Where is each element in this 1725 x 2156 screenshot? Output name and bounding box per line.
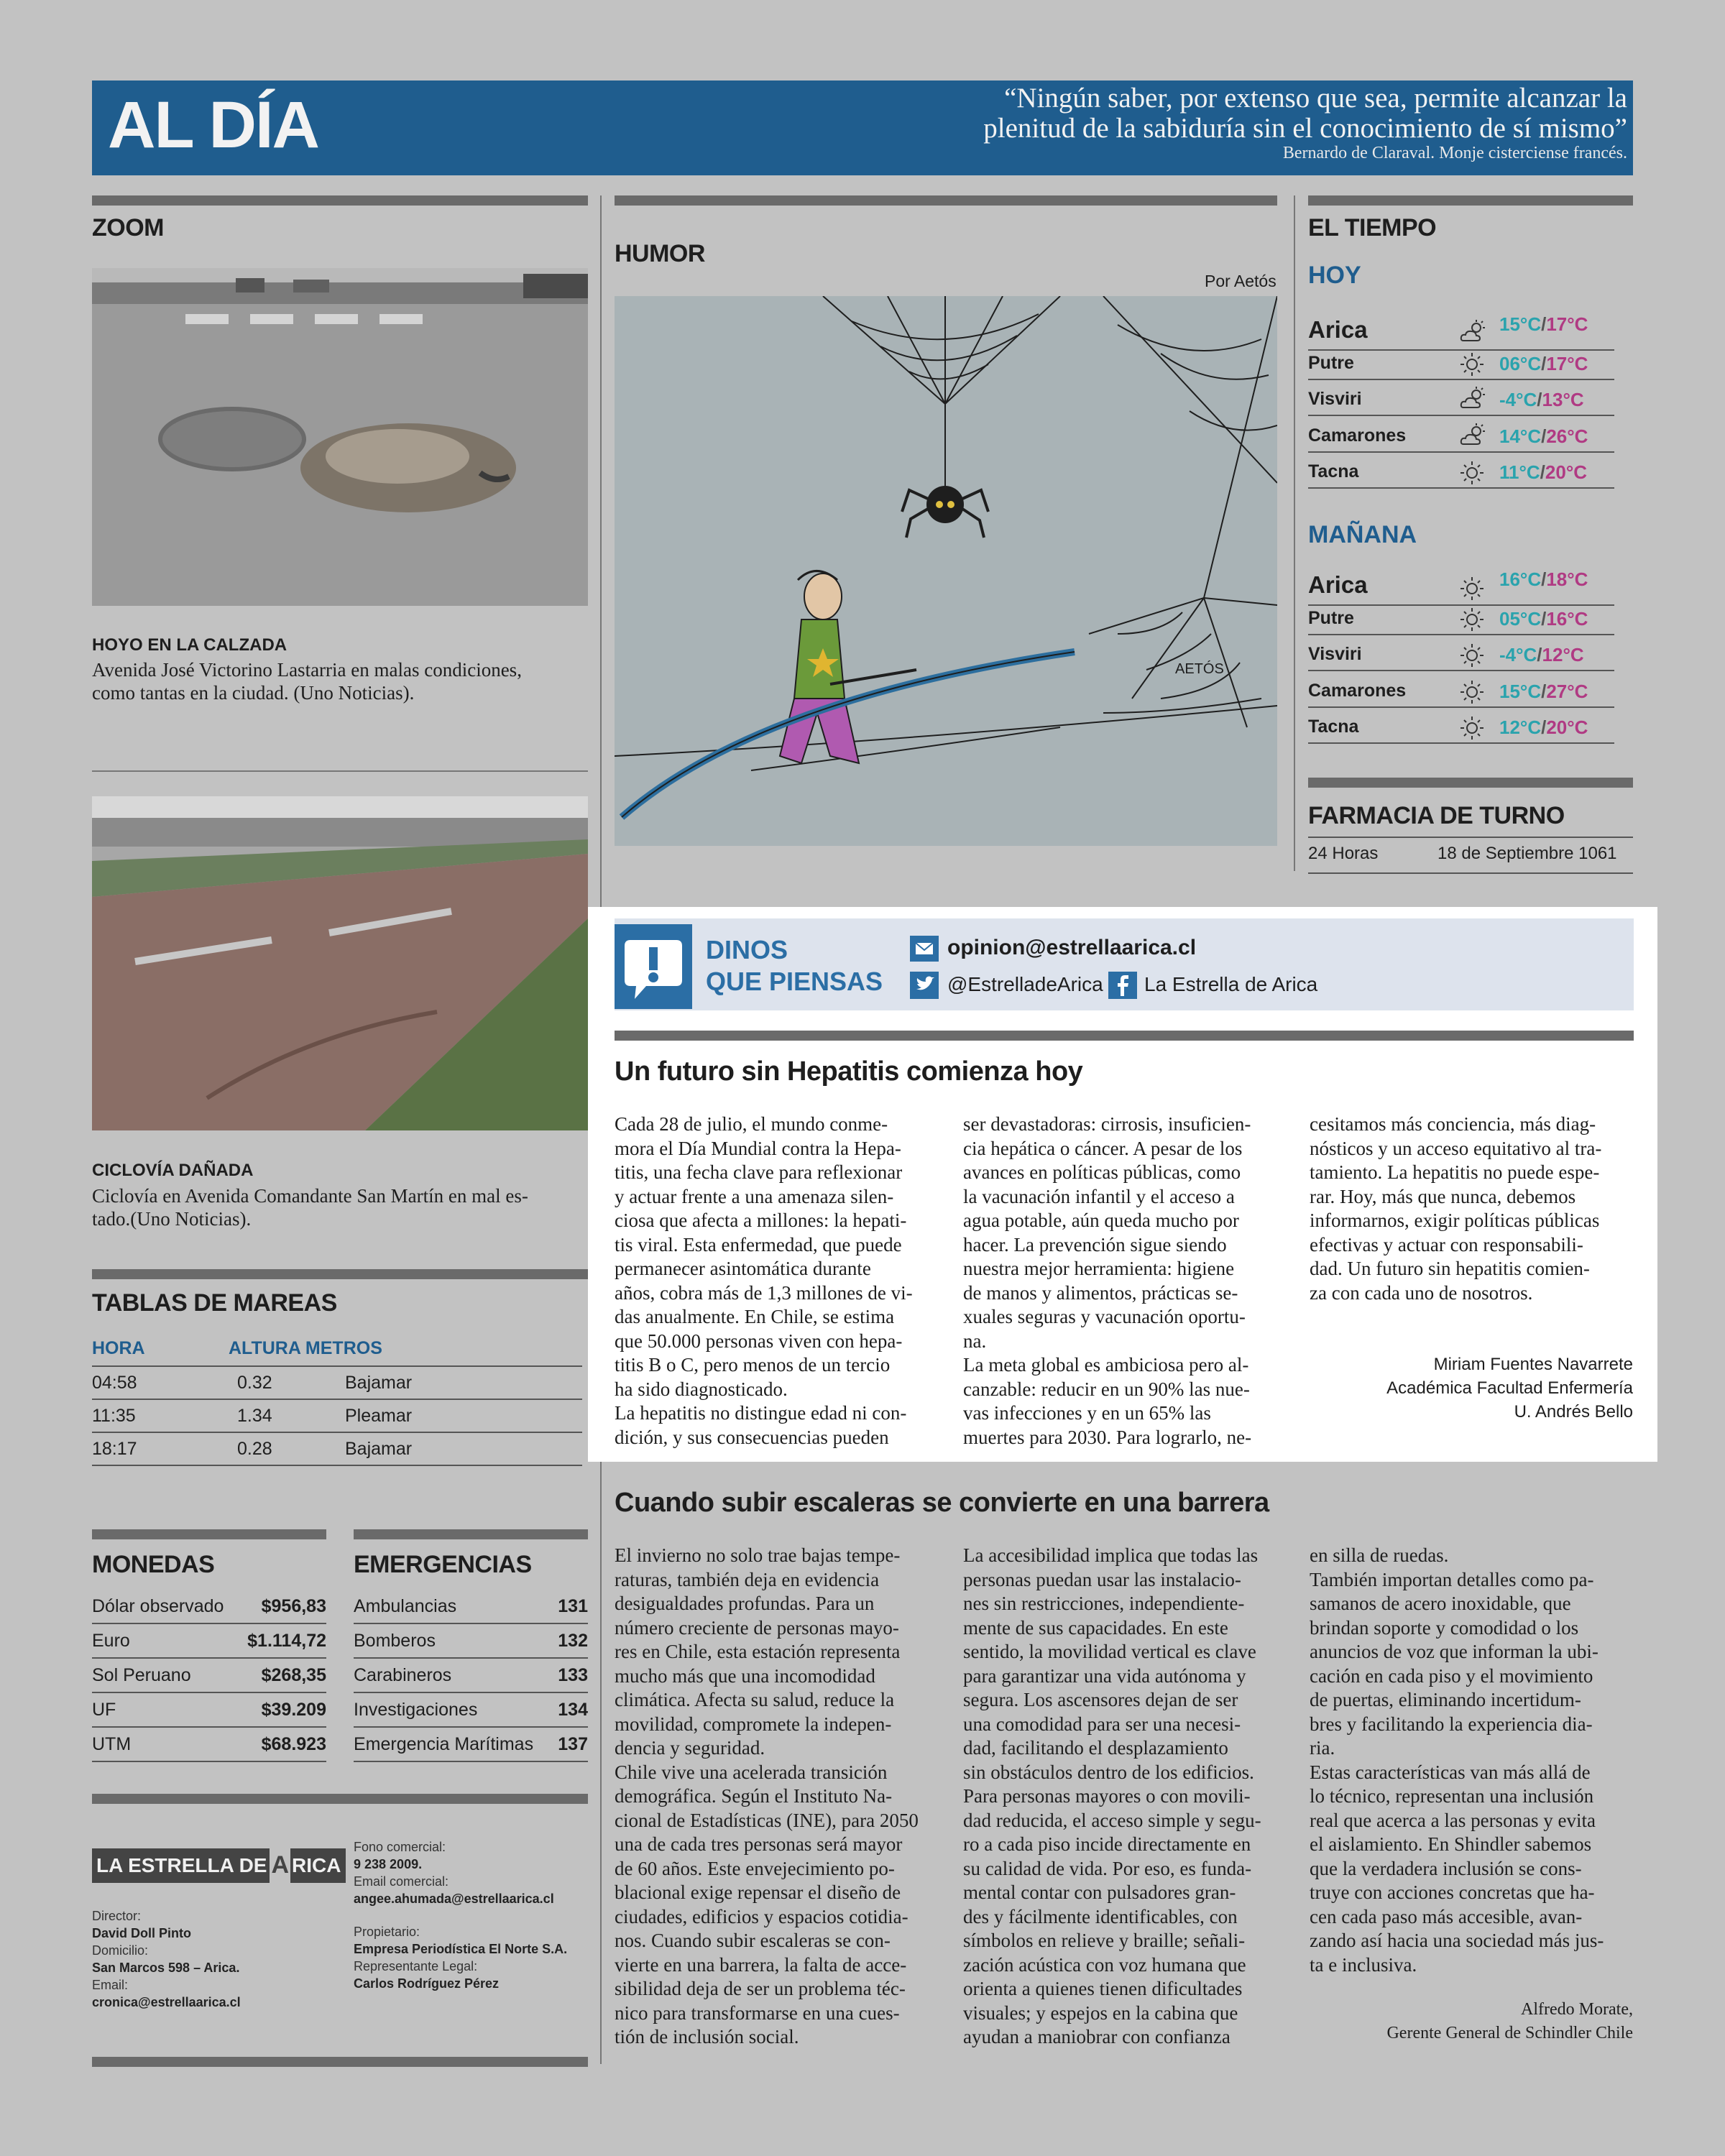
caption-line: tado.(Uno Noticias).	[92, 1208, 252, 1230]
temp-separator: /	[1541, 352, 1547, 374]
tide-type: Bajamar	[345, 1372, 413, 1393]
opinion-email-link[interactable]: opinion@estrellaarica.cl	[947, 936, 1197, 959]
temp-max: 13°C	[1542, 389, 1584, 410]
article-line: cional de Estadísticas (INE), para 2050	[615, 1809, 919, 1831]
article-line: climática. Afecta su salud, reduce la	[615, 1689, 895, 1710]
article-line: que la verdadera inclusión se cons-	[1310, 1857, 1582, 1879]
phone-number: 137	[558, 1733, 588, 1754]
sun-icon	[1458, 349, 1486, 377]
article-column	[615, 1112, 945, 1450]
article-line: za con cada uno de nosotros.	[1310, 1281, 1533, 1304]
article-line: cia hepática o cáncer. A pesar de los	[963, 1137, 1243, 1159]
temp-min: 11°C	[1499, 461, 1540, 483]
cartoon-credit: Por Aetós	[1205, 272, 1276, 290]
temp-min: 12°C	[1499, 717, 1542, 738]
banner-line: DINOS	[706, 935, 788, 964]
table-row	[92, 1624, 326, 1659]
section-bar	[1308, 778, 1633, 788]
weather-temperature	[1499, 717, 1588, 739]
section-bar	[615, 1031, 1634, 1041]
weather-row	[1308, 344, 1614, 380]
cartoon-signature: AETÓS	[1175, 661, 1224, 677]
article-line: tamiento. La hepatitis no puede espe-	[1310, 1161, 1600, 1183]
article-signature	[1386, 1998, 1633, 2045]
article-line: La accesibilidad implica que todas las	[963, 1544, 1259, 1566]
facebook-icon	[1108, 972, 1137, 999]
temp-min: 15°C	[1499, 680, 1542, 702]
section-bar	[1308, 195, 1633, 206]
weather-temperature	[1499, 425, 1588, 448]
article-line: Para personas mayores o con movili-	[963, 1785, 1251, 1807]
photo-caption	[92, 658, 595, 704]
sun-icon	[1458, 604, 1486, 632]
article-title: Cuando subir escaleras se convierte en una barrera	[615, 1488, 1269, 1518]
currency-value: $956,83	[261, 1595, 326, 1616]
article-line: dad reducida, el acceso simple y segu-	[963, 1809, 1261, 1831]
article-line: bres y facilitando la experiencia dia-	[1310, 1713, 1593, 1735]
sun-icon	[1458, 457, 1486, 486]
weather-row	[1308, 417, 1614, 453]
tide-type: Bajamar	[345, 1438, 413, 1459]
weather-city: Camarones	[1308, 425, 1407, 446]
author-role: U. Andrés Bello	[1514, 1402, 1633, 1422]
temp-separator: /	[1541, 313, 1547, 335]
weather-temperature	[1499, 389, 1584, 411]
article-line: efectivas y actuar con responsabili-	[1310, 1233, 1583, 1256]
temp-min: -4°C	[1499, 644, 1537, 665]
currency-title: MONEDAS	[92, 1551, 215, 1578]
article-line: visuales; y espejos en la cabina que	[963, 2001, 1238, 2024]
logo-letter: A	[270, 1848, 290, 1883]
article-line: zación acústica con voz humana que	[963, 1953, 1246, 1976]
label: Email comercial:	[354, 1874, 449, 1889]
article-line: una comodidad para ser una necesi-	[963, 1713, 1241, 1735]
article-line: También importan detalles como pa-	[1310, 1568, 1594, 1590]
pharmacy-hours: 24 Horas	[1308, 844, 1379, 863]
article-line: real que acerca a las personas y evita	[1310, 1809, 1596, 1831]
phone-number: 131	[558, 1595, 588, 1616]
author-name: Miriam Fuentes Navarrete	[1433, 1355, 1633, 1374]
article-line: número creciente de personas mayo-	[615, 1616, 899, 1639]
currency-name: Sol Peruano	[92, 1664, 191, 1685]
sun-icon	[1458, 676, 1486, 705]
phone-number: 134	[558, 1699, 588, 1720]
article-line: vierte en una barrera, la falta de acce-	[615, 1953, 907, 1976]
divider	[92, 770, 588, 772]
director-name: David Doll Pinto	[92, 1926, 192, 1940]
author-name: Alfredo Morate,	[1521, 2000, 1633, 2019]
article-line: permanecer asintomática durante	[615, 1258, 871, 1279]
article-line: titis B o C, pero menos de un tercio	[615, 1354, 891, 1376]
tide-hour: 11:35	[92, 1405, 136, 1426]
temp-min: -4°C	[1499, 389, 1537, 410]
article-line: lo técnico, representan una inclusión	[1310, 1785, 1594, 1807]
column-header: HORA	[92, 1338, 145, 1358]
currency-table	[92, 1590, 326, 1762]
temp-min: 16°C	[1499, 568, 1542, 590]
label: Domicilio:	[92, 1943, 149, 1958]
article-line: canzable: reducir en un 90% las nue-	[963, 1378, 1250, 1400]
temp-separator: /	[1537, 389, 1542, 410]
temp-separator: /	[1541, 680, 1547, 702]
temp-separator: /	[1541, 717, 1547, 738]
weather-title: EL TIEMPO	[1308, 214, 1437, 241]
temp-separator: /	[1541, 425, 1547, 447]
tide-hour: 18:17	[92, 1438, 137, 1459]
article-line: de puertas, eliminando incertidum-	[1310, 1689, 1581, 1710]
article-line: truye con acciones concretas que ha-	[1310, 1881, 1595, 1903]
humor-cartoon	[615, 296, 1277, 846]
facebook-page-link[interactable]: La Estrella de Arica	[1144, 973, 1318, 995]
table-row	[354, 1624, 588, 1659]
article-line: res en Chile, esta estación representa	[615, 1641, 901, 1662]
article-line: personas puedan usar las instalacio-	[963, 1568, 1241, 1590]
article-line: cación en cada piso y el movimiento	[1310, 1664, 1593, 1687]
article-line: orienta a quienes tienen dificultades	[963, 1978, 1243, 1999]
section-bar	[354, 1529, 588, 1539]
article-line: tis viral. Esta enfermedad, que puede	[615, 1233, 902, 1256]
article-line: El invierno no solo trae bajas tempe-	[615, 1544, 901, 1566]
article-line: en silla de ruedas.	[1310, 1544, 1449, 1566]
sun-icon	[1458, 712, 1486, 741]
weather-city: Arica	[1308, 571, 1368, 598]
article-line: avances en políticas públicas, como	[963, 1161, 1241, 1183]
article-title: Un futuro sin Hepatitis comienza hoy	[615, 1056, 1083, 1087]
banner-line: QUE PIENSAS	[706, 967, 883, 996]
quote-line: plenitud de la sabiduría sin el conocimiento de sí mismo”	[983, 113, 1627, 144]
emergency-title: EMERGENCIAS	[354, 1551, 532, 1578]
article-line: blacional exige repensar el diseño de	[615, 1881, 901, 1903]
today-label: HOY	[1308, 262, 1361, 289]
sun-icon	[1458, 573, 1486, 602]
label: Director:	[92, 1909, 142, 1923]
tide-height: 0.28	[237, 1438, 272, 1459]
weather-temperature	[1499, 353, 1588, 375]
article-line: das anualmente. En Chile, se estima	[615, 1306, 895, 1327]
article-line: símbolos en relieve y braille; señali-	[963, 1930, 1246, 1951]
article-line: desigualdades profundas. Para un	[615, 1593, 875, 1614]
legal-rep: Carlos Rodríguez Pérez	[354, 1976, 500, 1991]
twitter-handle-link[interactable]: @EstrelladeArica	[947, 973, 1103, 995]
article-line: mucho más que una incomodidad	[615, 1664, 875, 1687]
service-name: Emergencia Marítimas	[354, 1733, 534, 1754]
caption-line: Ciclovía en Avenida Comandante San Martín en mal es-	[92, 1185, 528, 1207]
section-bar	[615, 195, 1277, 206]
label: Representante Legal:	[354, 1959, 478, 1973]
article-line: una de cada tres personas será mayor	[615, 1833, 903, 1855]
table-row	[354, 1728, 588, 1762]
column-divider	[1294, 195, 1295, 871]
article-line: su calidad de vida. Por eso, es funda-	[963, 1857, 1252, 1879]
currency-value: $268,35	[261, 1664, 326, 1685]
exclamation-icon	[615, 924, 692, 1009]
email-link[interactable]: cronica@estrellaarica.cl	[92, 1995, 241, 2009]
temp-max: 20°C	[1546, 717, 1588, 738]
temp-max: 20°C	[1545, 461, 1587, 483]
article-line: ro a cada piso incide directamente en	[963, 1833, 1251, 1855]
weather-temperature	[1499, 644, 1584, 666]
currency-name: Euro	[92, 1630, 130, 1651]
article-line: ciudades, edificios y espacios cotidia-	[615, 1905, 908, 1927]
article-line: dencia y seguridad.	[615, 1737, 765, 1759]
logo-text: RICA	[290, 1848, 345, 1883]
article-line: ha sido diagnosticado.	[615, 1378, 788, 1400]
article-line: ayudan a maniobrar con confianza	[963, 2026, 1230, 2047]
table-row	[354, 1590, 588, 1624]
article-line: anuncios de voz que informan la ubi-	[1310, 1641, 1598, 1662]
label: Email:	[92, 1978, 129, 1992]
humor-title: HUMOR	[615, 240, 705, 267]
partly-cloudy-icon	[1458, 421, 1486, 450]
article-line: muertes para 2030. Para lograrlo, ne-	[963, 1426, 1252, 1448]
temp-max: 26°C	[1546, 425, 1588, 447]
weather-city: Camarones	[1308, 680, 1407, 701]
author-role: Académica Facultad Enfermería	[1386, 1378, 1633, 1398]
address: San Marcos 598 – Arica.	[92, 1961, 240, 1975]
temp-max: 16°C	[1546, 607, 1588, 630]
section-bar	[92, 1794, 588, 1804]
pharmacy-address: 18 de Septiembre 1061	[1438, 844, 1617, 863]
pothole-photo	[92, 268, 588, 606]
weather-row	[1308, 380, 1614, 416]
temp-min: 06°C	[1499, 352, 1542, 374]
article-line: segura. Los ascensores dejan de ser	[963, 1689, 1238, 1710]
logo-text: LA ESTRELLA DE	[92, 1848, 270, 1883]
temp-separator: /	[1540, 461, 1545, 483]
temp-max: 27°C	[1546, 680, 1588, 702]
table-row	[92, 1433, 582, 1466]
twitter-icon	[910, 972, 939, 999]
sun-icon	[1458, 640, 1486, 668]
article-line: des y fácilmente identificables, con	[963, 1905, 1238, 1927]
tide-height: 1.34	[237, 1405, 272, 1426]
weather-row	[1308, 635, 1614, 671]
article-line: nes sin restricciones, independiente-	[963, 1593, 1245, 1614]
partly-cloudy-icon	[1458, 384, 1486, 413]
phone-number: 133	[558, 1664, 588, 1685]
email-icon	[910, 936, 939, 962]
tides-title: TABLAS DE MAREAS	[92, 1289, 337, 1317]
service-name: Investigaciones	[354, 1699, 478, 1720]
article-column	[1310, 1112, 1640, 1305]
table-row	[92, 1693, 326, 1728]
tide-height: 0.32	[237, 1372, 272, 1393]
article-line: titis, una fecha clave para reflexionar	[615, 1161, 903, 1183]
temp-max: 17°C	[1546, 313, 1588, 335]
article-line: samanos de acero inoxidable, que	[1310, 1593, 1571, 1614]
article-line: Chile vive una acelerada transición	[615, 1761, 888, 1783]
table-row	[92, 1367, 582, 1400]
currency-name: UF	[92, 1699, 116, 1720]
article-column	[1310, 1544, 1640, 1977]
article-line: vas infecciones y en un 65% las	[963, 1402, 1211, 1424]
weather-row	[1308, 672, 1614, 708]
article-line: cen cada paso más accesible, avan-	[1310, 1905, 1583, 1927]
weather-temperature	[1499, 681, 1588, 703]
newspaper-logo	[92, 1848, 346, 1883]
article-line: agua potable, aún queda mucho por	[963, 1210, 1239, 1231]
currency-value: $39.209	[261, 1699, 326, 1720]
label: Propietario:	[354, 1925, 420, 1939]
weather-temperature	[1499, 568, 1588, 591]
article-line: años, cobra más de 1,3 millones de vi-	[615, 1281, 913, 1304]
caption-line: como tantas en la ciudad. (Uno Noticias).	[92, 682, 415, 704]
weather-temperature	[1499, 313, 1588, 336]
currency-value: $1.114,72	[247, 1630, 326, 1651]
article-column	[615, 1544, 945, 2050]
masthead-staff	[92, 1907, 241, 2011]
opinion-banner-title	[706, 934, 883, 998]
article-column	[963, 1544, 1294, 2050]
article-line: de 60 años. Este envejecimiento po-	[615, 1857, 895, 1879]
caption-line: Avenida José Victorino Lastarria en malas condiciones,	[92, 659, 522, 681]
weather-row	[1308, 708, 1614, 744]
article-line: tión de inclusión social.	[615, 2026, 799, 2047]
weather-city: Tacna	[1308, 717, 1359, 737]
article-line: nos. Cuando subir escaleras se con-	[615, 1930, 891, 1951]
quote-line: “Ningún saber, por extenso que sea, permite alcanzar la	[1004, 83, 1627, 114]
article-line: dad. Un futuro sin hepatitis comien-	[1310, 1258, 1590, 1279]
emergency-table	[354, 1590, 588, 1762]
service-name: Carabineros	[354, 1664, 452, 1685]
article-line: para garantizar una vida autónoma y	[963, 1664, 1246, 1687]
table-row	[92, 1728, 326, 1762]
quote-author: Bernardo de Claraval. Monje cisterciense francés.	[1282, 144, 1627, 162]
currency-name: UTM	[92, 1733, 132, 1754]
weather-city: Visviri	[1308, 644, 1362, 664]
section-bar	[92, 1269, 588, 1279]
article-line: que 50.000 personas viven con hepa-	[615, 1330, 903, 1352]
article-line: sibilidad deja de ser un problema téc-	[615, 1978, 906, 1999]
article-line: la vacunación infantil y el acceso a	[963, 1185, 1235, 1207]
table-row	[354, 1693, 588, 1728]
article-column	[963, 1112, 1294, 1450]
weather-city: Tacna	[1308, 461, 1359, 482]
masthead-contacts	[354, 1838, 567, 1992]
article-line: de manos y alimentos, prácticas se-	[963, 1281, 1238, 1304]
phone-number: 9 238 2009.	[354, 1857, 423, 1871]
article-line: movilidad, compromete la indepen-	[615, 1713, 892, 1735]
article-line: el aislamiento. En Shindler sabemos	[1310, 1833, 1592, 1855]
currency-value: $68.923	[261, 1733, 326, 1754]
temp-max: 17°C	[1546, 352, 1588, 374]
article-line: nuestra mejor herramienta: higiene	[963, 1258, 1235, 1279]
article-line: informarnos, exigir políticas públicas	[1310, 1210, 1600, 1231]
weather-temperature	[1499, 461, 1587, 484]
table-row	[92, 1590, 326, 1624]
weather-city: Arica	[1308, 316, 1368, 343]
section-title: AL DÍA	[108, 88, 318, 162]
bike-lane-photo	[92, 796, 588, 1130]
temp-min: 14°C	[1499, 425, 1542, 447]
article-line: rar. Hoy, más que nunca, debemos	[1310, 1185, 1576, 1207]
weather-city: Visviri	[1308, 389, 1362, 409]
service-name: Bomberos	[354, 1630, 436, 1651]
article-line: La meta global es ambiciosa pero al-	[963, 1354, 1249, 1376]
author-role: Gerente General de Schindler Chile	[1386, 2024, 1633, 2042]
article-line: mental contar con pulsadores gran-	[963, 1881, 1236, 1903]
article-line: dad, facilitando el desplazamiento	[963, 1737, 1228, 1759]
header-quote	[765, 83, 1627, 144]
article-line: cesitamos más conciencia, más diag-	[1310, 1113, 1596, 1135]
article-line: mente de sus capacidades. En este	[963, 1616, 1228, 1639]
weather-row	[1308, 453, 1614, 489]
article-line: raturas, también deja en evidencia	[615, 1568, 880, 1590]
weather-temperature	[1499, 608, 1588, 630]
partly-cloudy-icon	[1458, 318, 1486, 346]
article-line: sentido, la movilidad vertical es clave	[963, 1641, 1256, 1662]
tide-type: Pleamar	[345, 1405, 413, 1426]
table-row	[92, 1400, 582, 1433]
section-bar	[92, 1529, 326, 1539]
temp-separator: /	[1541, 568, 1547, 590]
article-line: ta e inclusiva.	[1310, 1953, 1417, 1976]
photo-caption	[92, 1184, 595, 1230]
zoom-title: ZOOM	[92, 214, 164, 241]
article-line: y actuar frente a una amenaza silen-	[615, 1185, 894, 1207]
owner-name: Empresa Periodística El Norte S.A.	[354, 1942, 568, 1956]
temp-separator: /	[1541, 607, 1547, 630]
pharmacy-title: FARMACIA DE TURNO	[1308, 802, 1565, 829]
article-line: Cada 28 de julio, el mundo conme-	[615, 1113, 888, 1135]
section-bar	[92, 195, 588, 206]
article-line: ciosa que afecta a millones: la hepati-	[615, 1210, 907, 1231]
temp-separator: /	[1537, 644, 1542, 665]
article-line: mora el Día Mundial contra la Hepa-	[615, 1137, 901, 1159]
article-line: na.	[963, 1330, 987, 1352]
email-link[interactable]: angee.ahumada@estrellaarica.cl	[354, 1892, 554, 1906]
article-line: Estas características van más allá de	[1310, 1761, 1591, 1783]
phone-number: 132	[558, 1630, 588, 1651]
table-row	[92, 1659, 326, 1693]
weather-city: Putre	[1308, 352, 1354, 373]
table-row	[354, 1659, 588, 1693]
label: Fono comercial:	[354, 1840, 446, 1854]
currency-name: Dólar observado	[92, 1595, 224, 1616]
column-header: ALTURA METROS	[229, 1338, 382, 1358]
article-line: zando así hacia una sociedad más jus-	[1310, 1930, 1604, 1951]
temp-max: 12°C	[1542, 644, 1584, 665]
article-line: dición, y sus consecuencias pueden	[615, 1426, 889, 1448]
tides-table	[92, 1367, 582, 1466]
tomorrow-label: MAÑANA	[1308, 521, 1417, 548]
article-line: nico para transformarse en una cues-	[615, 2001, 900, 2024]
temp-min: 15°C	[1499, 313, 1542, 335]
article-line: nósticos y un acceso equitativo al tra-	[1310, 1137, 1602, 1159]
article-line: demográfica. Según el Instituto Na-	[615, 1785, 893, 1807]
article-line: ria.	[1310, 1737, 1335, 1759]
caption-head: CICLOVÍA DAÑADA	[92, 1161, 254, 1180]
rule	[1308, 837, 1633, 838]
article-line: sin obstáculos dentro de los edificios.	[963, 1761, 1254, 1783]
article-line: ser devastadoras: cirrosis, insuficien-	[963, 1113, 1251, 1135]
article-line: xuales seguras y vacunación oportu-	[963, 1306, 1246, 1327]
temp-min: 05°C	[1499, 607, 1542, 630]
article-signature	[1386, 1353, 1633, 1424]
article-line: brindan soporte y comodidad o los	[1310, 1616, 1579, 1639]
weather-row	[1308, 599, 1614, 635]
section-bar	[92, 2057, 588, 2067]
caption-head: HOYO EN LA CALZADA	[92, 635, 288, 655]
service-name: Ambulancias	[354, 1595, 457, 1616]
article-line: La hepatitis no distingue edad ni con-	[615, 1402, 907, 1424]
tide-hour: 04:58	[92, 1372, 137, 1393]
weather-city: Putre	[1308, 607, 1354, 628]
article-line: hacer. La prevención sigue siendo	[963, 1233, 1227, 1256]
temp-max: 18°C	[1546, 568, 1588, 590]
rule	[1308, 872, 1633, 874]
